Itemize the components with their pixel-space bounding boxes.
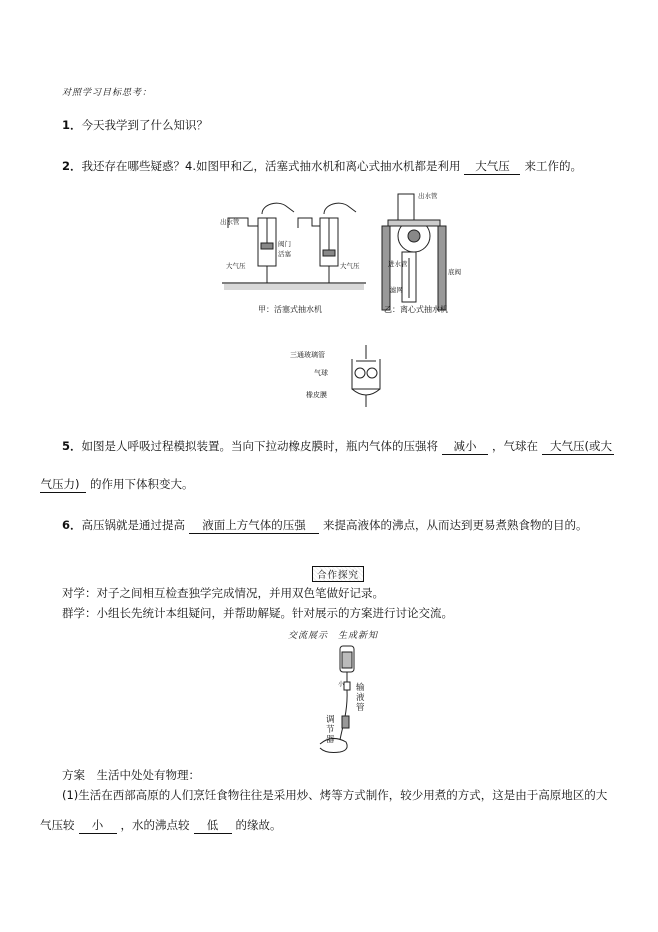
answer-blank: 液面上方气体的压强 [189,518,319,534]
label-glass-tube: 三通玻璃管 [290,351,325,359]
label-balloon: 气球 [314,369,328,377]
label-iv-tube-1: 输 [356,683,365,693]
plan-text: 气压较 [40,818,75,832]
question-2 [62,158,582,175]
question-text: 今天我学到了什么知识？ [81,118,209,132]
label-pressure-a: 大气压 [226,262,246,270]
answer-blank: 减小 [442,439,488,455]
label-pressure-b: 大气压 [340,262,360,270]
iv-drip-figure [312,642,382,756]
label-iv-tube-2: 液 [356,693,365,703]
question-5-cont [40,476,194,493]
label-valve: 阀门 [278,240,291,248]
pump-figure [218,188,468,318]
question-number: 1． [62,118,82,132]
plan-text: 的缘故。 [235,818,282,832]
answer-blank: 大气压(或大 [542,439,614,455]
answer-blank: 低 [194,818,232,834]
label-foot-valve: 底阀 [448,268,461,276]
question-text: ，气球在 [492,439,539,453]
label-outlet: 出水管 [220,218,240,226]
lung-model-figure [290,343,390,413]
label-inlet: 进水管 [388,260,408,268]
plan-text-2 [40,817,282,834]
question-number: 2． [62,159,82,173]
label-regulator-2: 节 [326,725,335,735]
label-outlet-2: 出水管 [418,192,438,200]
label-regulator-1: 调 [326,715,335,725]
question-text: 我还存在哪些疑惑？4.如图甲和乙，活塞式抽水机和离心式抽水机都是利用 [81,159,461,173]
question-text: 来提高液体的沸点，从而达到更易煮熟食物的目的。 [323,518,588,532]
question-text: 如图是人呼吸过程模拟装置。当向下拉动橡皮膜时，瓶内气体的压强将 [81,439,439,453]
answer-blank: 小 [79,818,117,834]
label-small: 小 [338,681,345,688]
label-regulator-3: 器 [326,735,335,745]
question-number: 5． [62,439,82,453]
label-iv-tube-3: 管 [356,703,365,713]
question-6 [62,517,588,534]
section-subheading: 交流展示 生成新知 [288,631,379,641]
answer-blank: 气压力) [40,477,86,493]
header-note: 对照学习目标思考： [62,88,153,98]
plan-title: 方案 生活中处处有物理： [62,768,200,782]
label-membrane: 橡皮膜 [306,391,327,399]
caption-piston-pump: 甲：活塞式抽水机 [258,305,322,314]
piston-pump-b [298,203,356,283]
label-piston: 活塞 [278,250,291,258]
question-number: 6． [62,518,82,532]
caption-centrifugal-pump: 乙：离心式抽水机 [384,305,448,314]
label-filter: 滤网 [390,286,403,294]
question-text: 高压锅就是通过提高 [81,518,186,532]
section-title: 合作探究 [312,566,364,582]
question-1 [62,117,208,133]
answer-blank: 大气压 [464,159,520,175]
question-5 [62,438,614,455]
plan-text-1: (1)生活在西部高原的人们烹饪食物往往是采用炒、烤等方式制作，较少用煮的方式，这是由于高原地区的大 [62,788,608,802]
section-line-2: 群学：小组长先统计本组疑问，并帮助解疑。针对展示的方案进行讨论交流。 [62,606,453,620]
question-text: 来工作的。 [524,159,582,173]
question-text: 的作用下体积变大。 [90,477,194,491]
section-line-1: 对学：对子之间相互检查独学完成情况，并用双色笔做好记录。 [62,586,384,600]
plan-text: ，水的沸点较 [120,818,190,832]
